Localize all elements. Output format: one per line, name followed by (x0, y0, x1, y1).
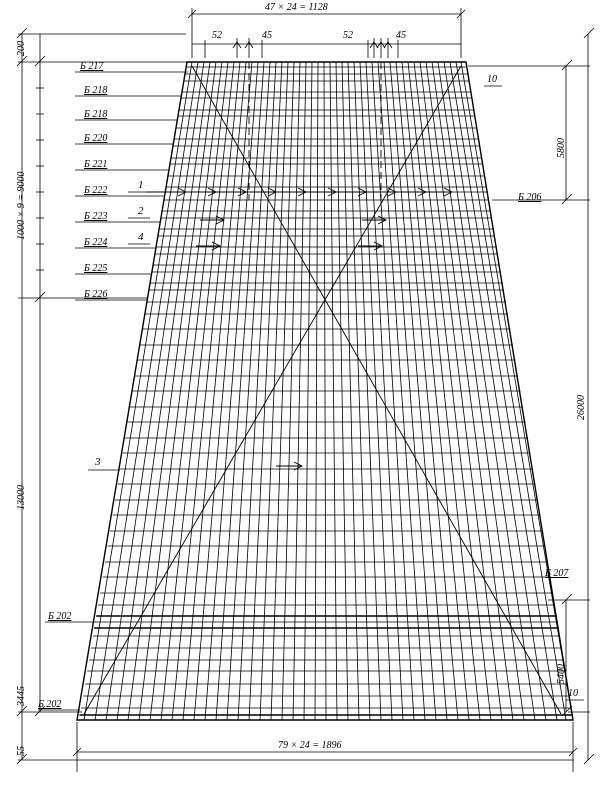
callout-1: 1 (138, 179, 144, 191)
dim-right-upper: 5800 (556, 138, 567, 158)
dim-left-top-offset: 200 (16, 41, 27, 56)
callout-2: 2 (138, 205, 144, 217)
beam-label-b207: Б 207 (545, 568, 569, 579)
beam-label-b220: Б 220 (84, 133, 108, 144)
dim-top-spacing-2: 45 (262, 30, 272, 41)
beam-label-b202a: Б 202 (48, 611, 72, 622)
callout-4: 4 (138, 231, 144, 243)
beam-label-b218a: Б 218 (84, 85, 108, 96)
top-dimension-chain (188, 8, 465, 58)
beam-label-b224: Б 224 (84, 237, 108, 248)
dim-top-spacing-4: 45 (396, 30, 406, 41)
dim-left-lower: 3445 (16, 686, 27, 706)
beam-label-b223: Б 223 (84, 211, 108, 222)
beam-label-b218b: Б 218 (84, 109, 108, 120)
dim-top-chain: 47 × 24 = 1128 (265, 2, 328, 13)
dim-left-mid: 13000 (16, 485, 27, 510)
beam-label-b202b: Б 202 (38, 699, 62, 710)
dim-left-bottom: 55 (16, 746, 27, 756)
beam-label-b225: Б 225 (84, 263, 108, 274)
dim-right-small-top: 10 (487, 74, 497, 85)
callout-3: 3 (95, 456, 101, 468)
dim-right-total: 26000 (576, 395, 587, 420)
dim-top-spacing-1: 52 (212, 30, 222, 41)
beam-label-b221: Б 221 (84, 159, 108, 170)
beam-label-b206: Б 206 (518, 192, 542, 203)
dim-right-small-bottom: 10 (568, 688, 578, 699)
dim-right-lower: 5400 (556, 664, 567, 684)
beam-label-b226: Б 226 (84, 289, 108, 300)
beam-label-b217: Б 217 (80, 61, 104, 72)
dim-top-spacing-3: 52 (343, 30, 353, 41)
dim-left-chain: 1000 × 9 = 9000 (16, 171, 27, 240)
dim-bottom-chain: 79 × 24 = 1896 (278, 740, 342, 751)
beam-label-b222: Б 222 (84, 185, 108, 196)
